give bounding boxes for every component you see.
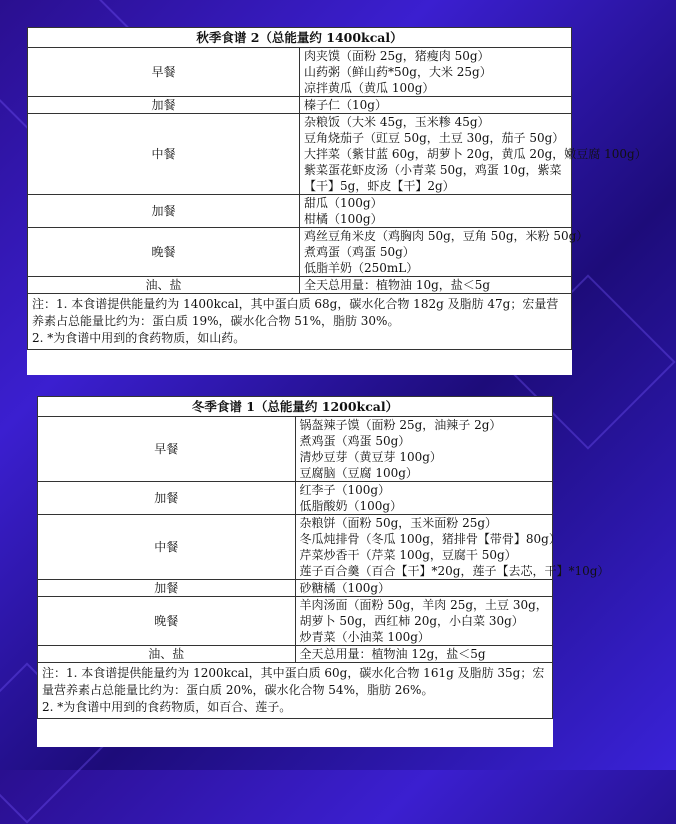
- food-item: 红李子（100g）: [299, 483, 391, 497]
- meal-label: 油、盐: [38, 646, 296, 663]
- food-item: 芹菜炒香干（芹菜 100g，豆腐干 50g）: [299, 548, 517, 562]
- meal-items: [300, 114, 647, 195]
- winter-menu-table: [37, 396, 610, 719]
- note-row: [38, 663, 553, 719]
- meal-row-snack: [28, 97, 572, 114]
- table-title-row: [28, 28, 572, 48]
- meal-row-snack: [38, 482, 553, 515]
- note-row: [28, 294, 572, 350]
- meal-row-snack: [38, 580, 553, 597]
- meal-items: [300, 97, 572, 114]
- note-text: 注：1. 本食谱提供能量约为 1400kcal，其中蛋白质 68g，碳水化合物 182g 及脂肪 47g；宏量营养素占总能量比约为：蛋白质 19%，碳水化合物 51%，脂肪 30%。: [32, 297, 559, 328]
- meal-items: [295, 646, 553, 663]
- meal-row-breakfast: [38, 417, 553, 482]
- food-item: 山药粥（鲜山药*50g，大米 25g）: [304, 65, 492, 79]
- food-item: 全天总用量：植物油 10g，盐＜5g: [304, 278, 491, 292]
- food-item: 全天总用量：植物油 12g，盐＜5g: [299, 647, 486, 661]
- note-cell: [38, 663, 553, 719]
- food-item: 豆腐脑（豆腐 100g）: [299, 466, 418, 480]
- food-item: 鸡丝豆角米皮（鸡胸肉 50g，豆角 50g，米粉 50g）: [304, 229, 589, 243]
- meal-items: [300, 277, 572, 294]
- food-item: 砂糖橘（100g）: [299, 581, 391, 595]
- meal-label: 早餐: [28, 48, 300, 97]
- meal-row-oil-salt: [28, 277, 572, 294]
- meal-row-oil-salt: [38, 646, 553, 663]
- winter-menu-title: 冬季食谱 1（总能量约 1200kcal）: [38, 397, 553, 417]
- meal-row-lunch: [38, 515, 553, 580]
- meal-items: [300, 195, 572, 228]
- autumn-menu-card: [27, 27, 647, 375]
- meal-label: 早餐: [38, 417, 296, 482]
- meal-items: [295, 580, 553, 597]
- meal-items: [295, 482, 553, 515]
- meal-label: 油、盐: [28, 277, 300, 294]
- food-item: 柑橘（100g）: [304, 212, 383, 226]
- food-item: 甜瓜（100g）: [304, 196, 383, 210]
- food-item: 清炒豆芽（黄豆芽 100g）: [299, 450, 442, 464]
- food-item: 杂粮饭（大米 45g，玉米糁 45g）: [304, 115, 490, 129]
- note-text: 注：1. 本食谱提供能量约为 1200kcal，其中蛋白质 60g，碳水化合物 161g 及脂肪 35g；宏量营养素占总能量比约为：蛋白质 20%，碳水化合物 54%，脂肪 26%。: [42, 666, 545, 697]
- note-text: 2. *为食谱中用到的食药物质，如百合、莲子。: [42, 700, 292, 714]
- food-item: 凉拌黄瓜（黄瓜 100g）: [304, 81, 435, 95]
- meal-items: [295, 597, 553, 646]
- note-cell: [28, 294, 572, 350]
- meal-items: [300, 228, 589, 277]
- meal-label: 加餐: [28, 195, 300, 228]
- autumn-menu-title: 秋季食谱 2（总能量约 1400kcal）: [28, 28, 572, 48]
- meal-items: [300, 48, 572, 97]
- meal-label: 中餐: [28, 114, 300, 195]
- autumn-menu-table: [27, 27, 647, 350]
- note-text: 2. *为食谱中用到的食药物质，如山药。: [32, 331, 246, 345]
- food-item: 锅盔辣子馍（面粉 25g，油辣子 2g）: [299, 418, 502, 432]
- food-item: 低脂羊奶（250mL）: [304, 261, 419, 275]
- food-item: 煮鸡蛋（鸡蛋 50g）: [299, 434, 411, 448]
- food-item: 肉夹馍（面粉 25g，猪瘦肉 50g）: [304, 49, 490, 63]
- meal-row-dinner: [28, 228, 572, 277]
- food-item: 杂粮饼（面粉 50g，玉米面粉 25g）: [299, 516, 498, 530]
- food-item: 羊肉汤面（面粉 50g，羊肉 25g，土豆 30g，胡萝卜 50g，西红柿 20g，小白菜 30g）: [299, 598, 548, 628]
- food-item: 炒青菜（小油菜 100g）: [299, 630, 430, 644]
- food-item: 莲子百合羹（百合【干】*20g，莲子【去芯，干】*10g）: [299, 564, 610, 578]
- food-item: 大拌菜（紫甘蓝 60g，胡萝卜 20g，黄瓜 20g，嫩豆腐 100g）: [304, 147, 647, 161]
- food-item: 紫菜蛋花虾皮汤（小青菜 50g，鸡蛋 10g，紫菜【干】5g，虾皮【干】2g）: [304, 163, 562, 193]
- meal-label: 加餐: [38, 482, 296, 515]
- food-item: 冬瓜炖排骨（冬瓜 100g，猪排骨【带骨】80g）: [299, 532, 561, 546]
- winter-menu-card: [37, 396, 610, 747]
- table-title-row: [38, 397, 553, 417]
- meal-items: [295, 417, 553, 482]
- meal-label: 中餐: [38, 515, 296, 580]
- meal-items: [295, 515, 610, 580]
- food-item: 榛子仁（10g）: [304, 98, 387, 112]
- food-item: 低脂酸奶（100g）: [299, 499, 403, 513]
- meal-label: 晚餐: [28, 228, 300, 277]
- meal-row-lunch: [28, 114, 572, 195]
- meal-label: 加餐: [38, 580, 296, 597]
- food-item: 煮鸡蛋（鸡蛋 50g）: [304, 245, 415, 259]
- meal-label: 加餐: [28, 97, 300, 114]
- meal-row-dinner: [38, 597, 553, 646]
- meal-label: 晚餐: [38, 597, 296, 646]
- food-item: 豆角烧茄子（豇豆 50g，土豆 30g，茄子 50g）: [304, 131, 565, 145]
- meal-row-snack: [28, 195, 572, 228]
- meal-row-breakfast: [28, 48, 572, 97]
